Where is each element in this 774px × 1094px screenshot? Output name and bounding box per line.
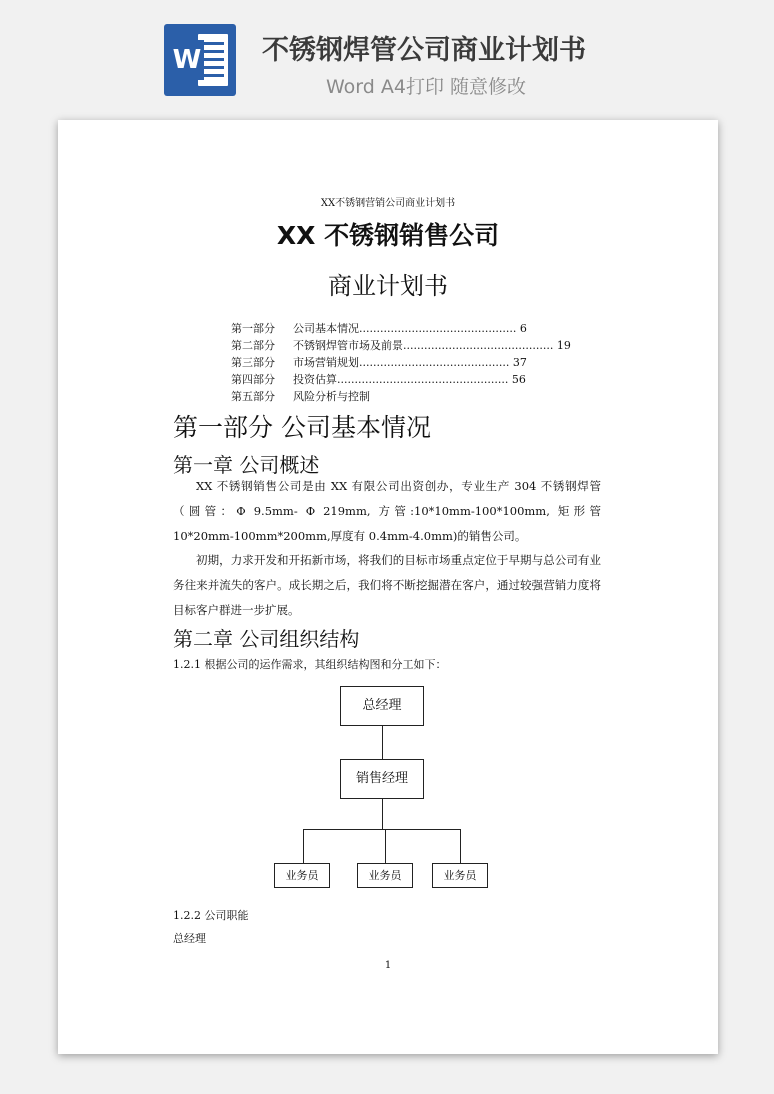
banner-subtitle: Word A4打印 随意修改: [326, 76, 527, 98]
toc-title: 公司基本情况: [293, 322, 359, 335]
toc-entry[interactable]: [231, 371, 571, 388]
table-of-contents: [231, 320, 571, 405]
org-connector: [382, 799, 383, 829]
toc-page: 6: [519, 322, 527, 335]
toc-leader: .................................................: [337, 373, 509, 386]
page-number: 1: [384, 960, 392, 971]
section-1-2-2: 1.2.2 公司职能: [173, 909, 249, 922]
toc-part: 第四部分: [231, 373, 275, 386]
banner-title: 不锈钢焊管公司商业计划书: [262, 35, 586, 66]
toc-title: 投资估算: [293, 373, 337, 386]
toc-title: 风险分析与控制: [293, 390, 370, 403]
org-box-sales-manager: 销售经理: [340, 759, 424, 799]
part1-heading: 第一部分 公司基本情况: [173, 413, 431, 442]
toc-page: 19: [556, 339, 571, 352]
toc-part: 第五部分: [231, 390, 275, 403]
toc-leader: ...........................................: [359, 356, 510, 369]
org-connector: [460, 829, 461, 863]
toc-entry[interactable]: [231, 354, 571, 371]
toc-page: 56: [511, 373, 526, 386]
toc-part: 第二部分: [231, 339, 275, 352]
toc-title: 不锈钢焊管市场及前景: [293, 339, 403, 352]
org-box-salesperson: 业务员: [357, 863, 413, 888]
org-connector: [382, 726, 383, 760]
toc-entry[interactable]: [231, 388, 571, 405]
org-box-salesperson: 业务员: [274, 863, 330, 888]
document-subtitle: 商业计划书: [328, 272, 448, 300]
toc-page: 37: [512, 356, 527, 369]
document-title: XX 不锈钢销售公司: [276, 221, 500, 250]
role-label: 总经理: [173, 932, 206, 945]
running-head: XX不锈钢营销公司商业计划书: [320, 198, 456, 209]
document-page: [58, 120, 718, 1054]
chapter1-heading: 第一章 公司概述: [173, 453, 320, 477]
toc-leader: ...........................................: [403, 339, 554, 352]
toc-part: 第三部分: [231, 356, 275, 369]
org-box-general-manager: 总经理: [340, 686, 424, 726]
org-connector: [303, 829, 304, 863]
toc-leader: .............................................: [359, 322, 517, 335]
org-connector: [303, 829, 461, 830]
section-1-2-1: 1.2.1 根据公司的运作需求，其组织结构图和分工如下：: [173, 658, 447, 671]
org-box-salesperson: 业务员: [432, 863, 488, 888]
toc-entry[interactable]: [231, 337, 571, 354]
toc-entry[interactable]: [231, 320, 571, 337]
chapter2-heading: 第二章 公司组织结构: [173, 627, 360, 651]
paragraph-company-overview: XX 不锈钢销售公司是由 XX 有限公司出资创办，专业生产 304 不锈钢焊管（圆管：Φ 9.5mm- Φ 219mm, 方管:10*10mm-100*100mm, 矩形管 10*20mm-100mm*200mm,厚度有 0.4mm-4.0mm)的销售公司。: [173, 479, 601, 543]
toc-part: 第一部分: [231, 322, 275, 335]
word-letter: W: [170, 40, 204, 80]
word-doc-icon: [164, 24, 236, 96]
banner: [0, 0, 774, 118]
org-connector: [385, 829, 386, 863]
toc-title: 市场营销规划: [293, 356, 359, 369]
paragraph-market-strategy: 初期，力求开发和开拓新市场，将我们的目标市场重点定位于早期与总公司有业务往来并流失的客户。成长期之后，我们将不断挖掘潜在客户，通过较强营销力度将目标客户群进一步扩展。: [173, 553, 601, 617]
